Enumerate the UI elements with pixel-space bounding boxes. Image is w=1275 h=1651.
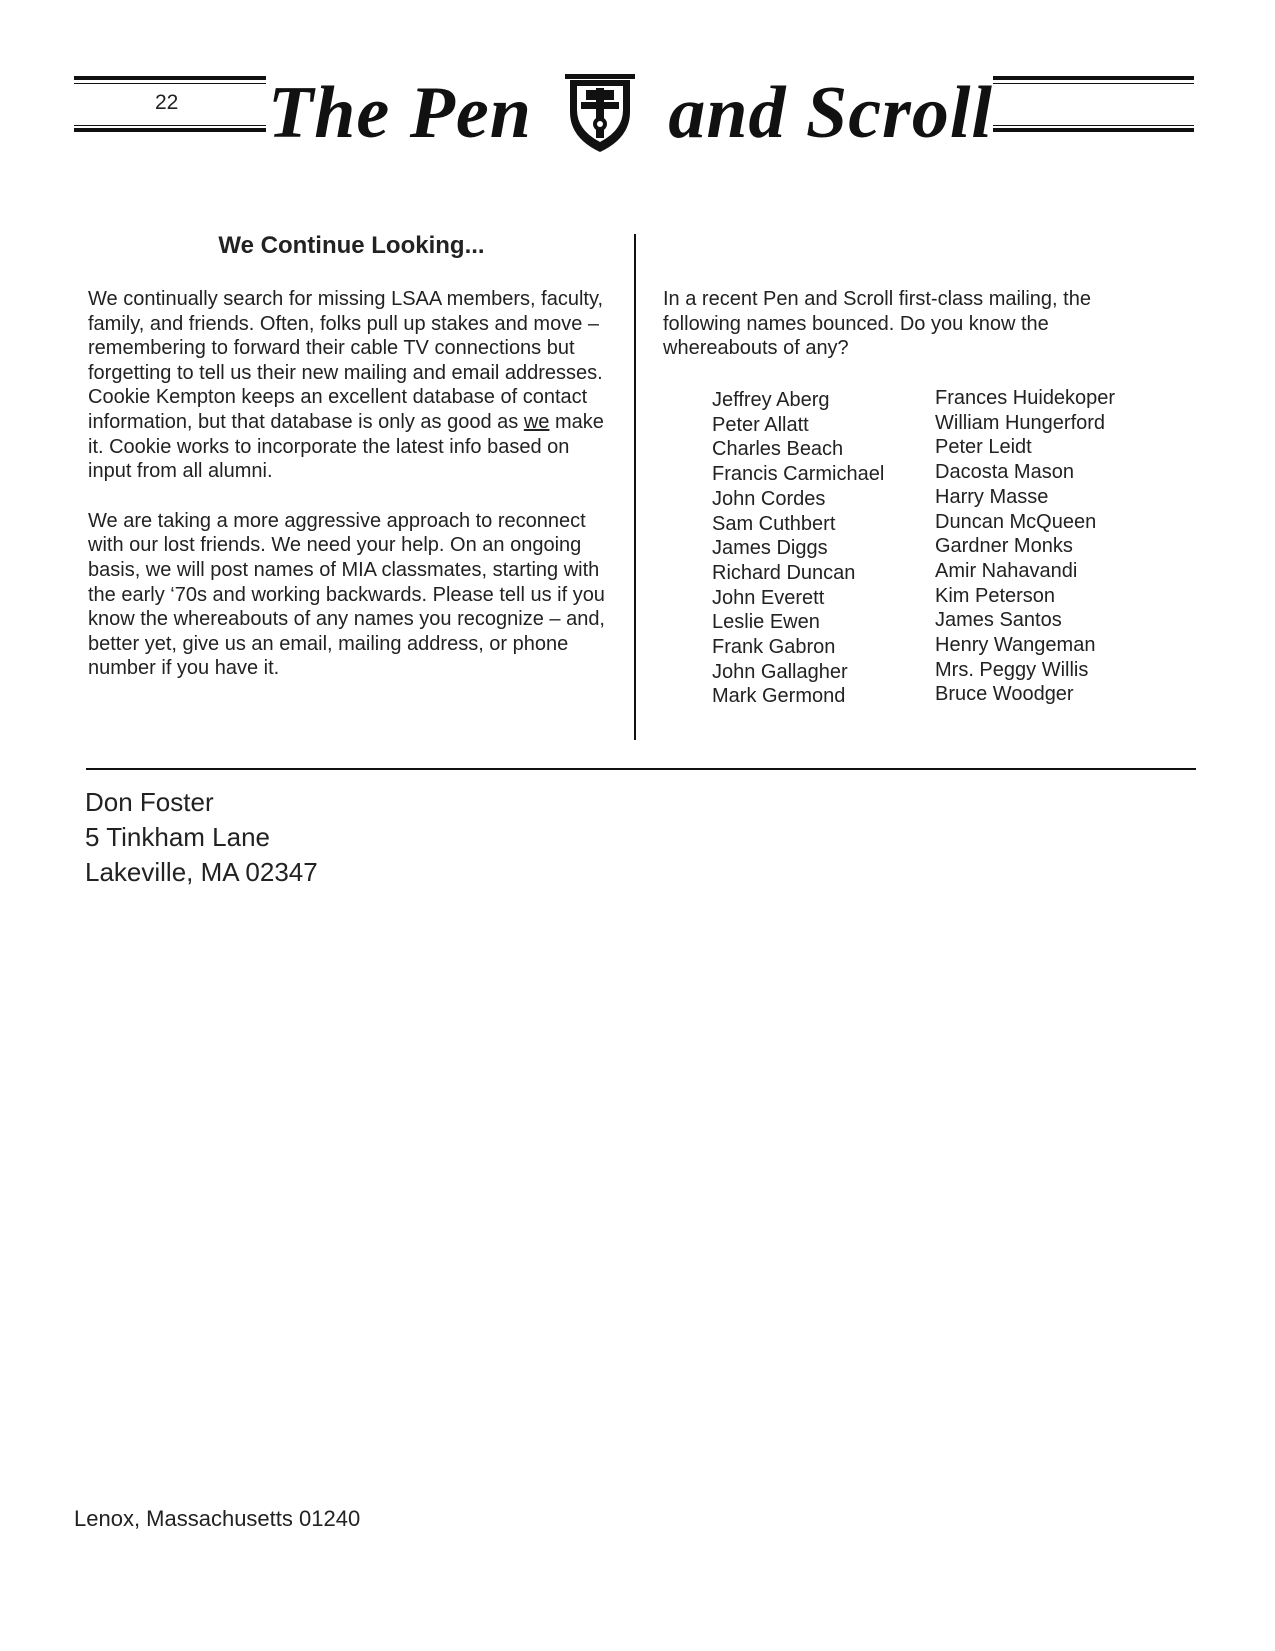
column-divider [634,234,636,740]
masthead-rule-right [993,76,1194,132]
paragraph-1-text-a: We continually search for missing LSAA members, faculty, family, and friends. Often, folks pull up stakes and move – remembering to forward their cable TV connections but forgetting to tell us their new mailing and email addresses. Cookie Kempton keeps an excellent database of contact information, but that database is only as good as [88,288,604,433]
list-item: Frances Huidekoper [935,387,1116,409]
list-item: John Everett [712,586,825,609]
masthead-title [268,68,993,158]
crest-icon [565,72,635,154]
list-item: Peter Leidt [935,436,1032,459]
list-item: Mrs. Peggy Willis [935,658,1089,681]
list-item: Charles Beach [712,438,844,461]
masthead-title-part1: The Pen [268,72,532,154]
list-item: Leslie Ewen [712,611,820,634]
list-item: John Cordes [712,487,826,510]
list-item: Sam Cuthbert [712,512,836,535]
recipient-street: 5 Tinkham Lane [85,822,271,852]
article-paragraph-2: We are taking a more aggressive approach to reconnect with our lost friends. We need your help. On an ongoing basis, we will post names of MIA classmates, starting with the early ‘70s and working backwards. Please tell us if you know the whereabouts of any names you recognize – and, better yet, give us an email, mailing address, or phone number if you have it. [88,509,605,680]
mailing-address [85,785,318,890]
page-number: 22 [155,91,179,114]
return-address: Lenox, Massachusetts 01240 [74,1506,361,1531]
list-item: William Hungerford [935,411,1106,434]
names-intro: In a recent Pen and Scroll first-class mailing, the following names bounced. Do you know the whereabouts of any? [663,288,1091,360]
recipient-name: Don Foster [85,787,214,817]
paragraph-1-emphasis: we [523,410,550,433]
list-item: Amir Nahavandi [935,559,1078,582]
list-item: James Diggs [712,537,828,560]
address-divider [86,768,1196,770]
list-item: Francis Carmichael [712,463,885,486]
list-item: Duncan McQueen [935,510,1097,533]
article-paragraph-1 [88,287,618,484]
article-heading: We Continue Looking... [218,232,485,259]
recipient-city: Lakeville, MA 02347 [85,857,318,887]
names-list-1 [712,388,884,709]
list-item: Richard Duncan [712,561,856,584]
list-item: Henry Wangeman [935,634,1096,657]
list-item: Bruce Woodger [935,683,1074,706]
list-item: John Gallagher [712,660,848,683]
list-item: Jeffrey Aberg [712,389,830,411]
list-item: Mark Germond [712,685,846,708]
list-item: Dacosta Mason [935,461,1074,484]
list-item: Harry Masse [935,485,1049,508]
names-list-2 [935,386,1115,707]
list-item: Gardner Monks [935,535,1073,558]
masthead-title-part2: and Scroll [668,72,993,154]
article-left-column [88,287,618,706]
paragraph-1-text-b: make it. Cookie works to incorporate the latest info based on input from all alumni. [88,410,604,483]
list-item: Kim Peterson [935,584,1056,607]
list-item: James Santos [935,609,1062,632]
list-item: Peter Allatt [712,413,809,436]
list-item: Frank Gabron [712,636,836,659]
